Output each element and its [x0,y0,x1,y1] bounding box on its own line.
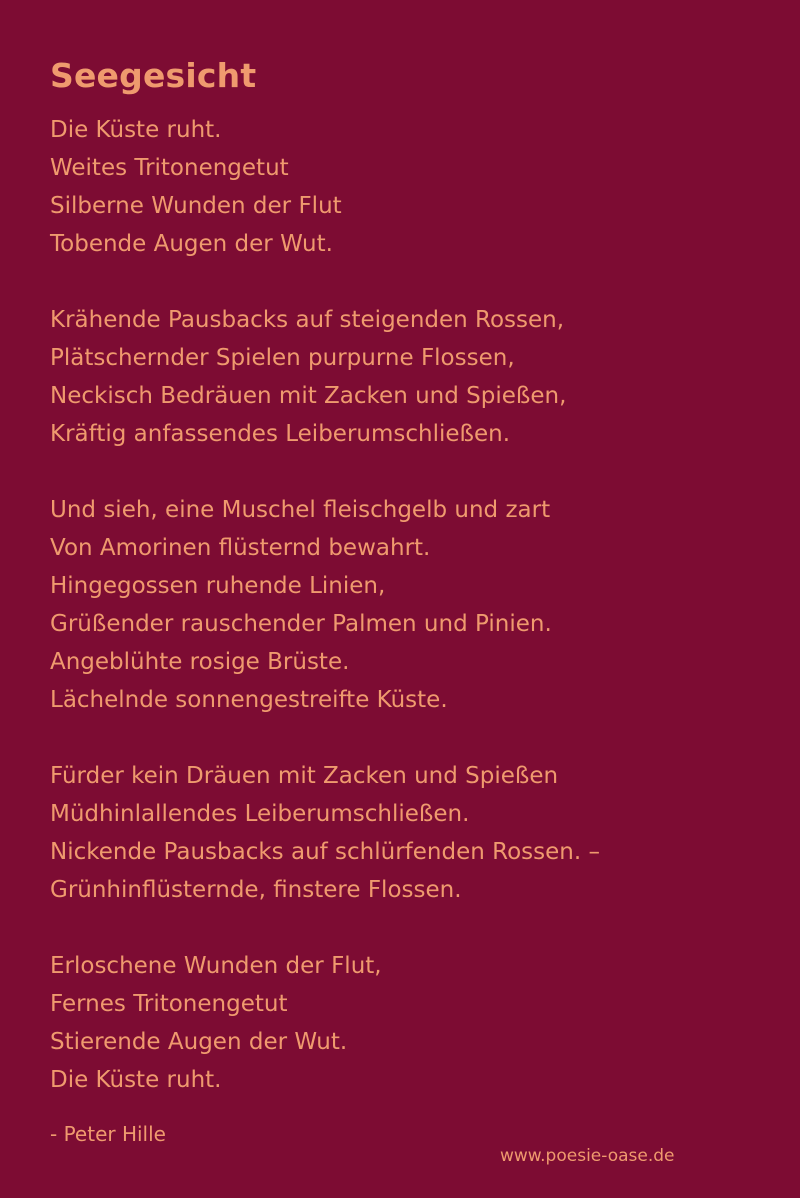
poem-line: Stierende Augen der Wut. [50,1029,348,1055]
stanza-5 [50,947,760,1099]
poem-line: Erloschene Wunden der Flut, [50,953,382,979]
poem-line: Kräftig anfassendes Leiberumschließen. [50,421,511,447]
poem-line: Plätschernder Spielen purpurne Flossen, [50,345,515,371]
website-link[interactable]: www.poesie-oase.de [500,1146,675,1166]
stanza-3 [50,491,760,719]
poem-line: Silberne Wunden der Flut [50,193,342,219]
poem-line: Weites Tritonengetut [50,155,289,181]
poem-line: Die Küste ruht. [50,1067,222,1093]
poem-line: Fernes Tritonengetut [50,991,288,1017]
poem-line: Die Küste ruht. [50,117,222,143]
stanza-1 [50,111,760,263]
poem-line: Und sieh, eine Muschel fleischgelb und zart [50,497,551,523]
stanza-4 [50,757,760,909]
poem-line: Müdhinlallendes Leiberumschließen. [50,801,470,827]
poem-line: Fürder kein Dräuen mit Zacken und Spießen [50,763,559,789]
poem-line: Lächelnde sonnengestreifte Küste. [50,687,448,713]
poem-line: Grüßender rauschender Palmen und Pinien. [50,611,552,637]
poem-title: Seegesicht [50,56,257,95]
poem-line: Grünhinflüsternde, finstere Flossen. [50,877,462,903]
poem-line: Tobende Augen der Wut. [50,231,333,257]
poem-line: Angeblühte rosige Brüste. [50,649,350,675]
poem-body [50,111,760,1137]
poem-line: Nickende Pausbacks auf schlürfenden Rossen. – [50,839,600,865]
poem-line: Krähende Pausbacks auf steigenden Rossen, [50,307,565,333]
poem-line: Hingegossen ruhende Linien, [50,573,386,599]
poem-line: Neckisch Bedräuen mit Zacken und Spießen, [50,383,567,409]
stanza-2 [50,301,760,453]
poem-line: Von Amorinen flüsternd bewahrt. [50,535,431,561]
author-credit: - Peter Hille [50,1122,166,1146]
